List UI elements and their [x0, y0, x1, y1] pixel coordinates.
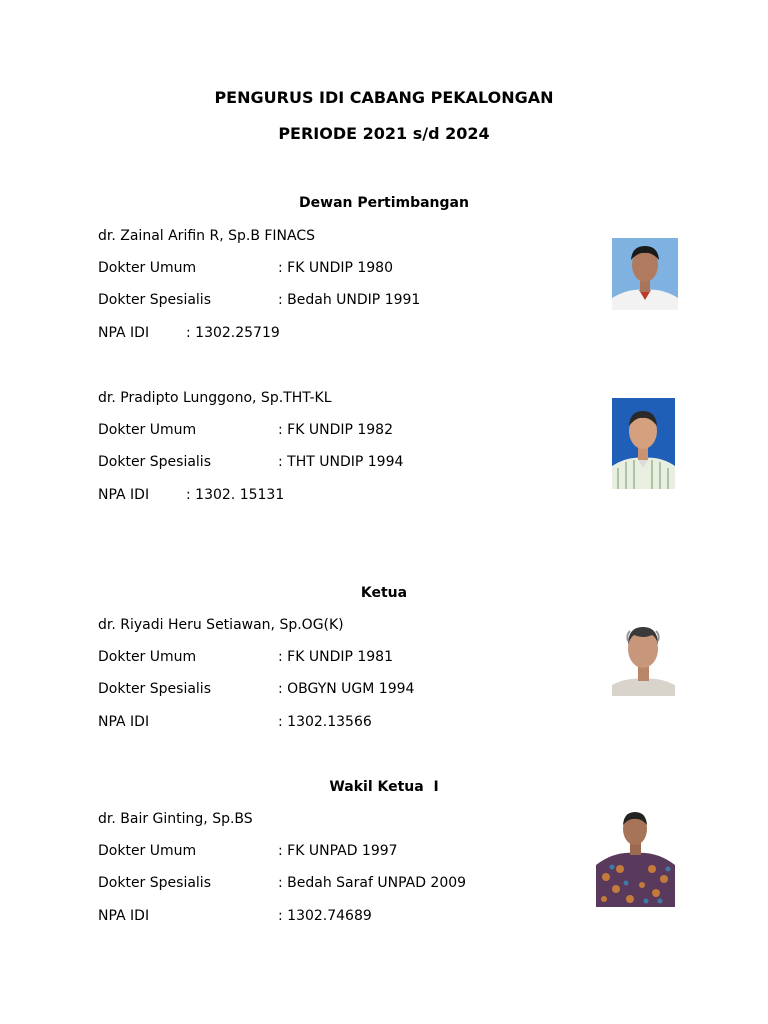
value-dokter-umum: : FK UNDIP 1980 — [278, 260, 394, 276]
member-photo — [612, 238, 678, 310]
member-photo — [612, 398, 675, 489]
value-npa-idi: : 1302.74689 — [278, 908, 372, 924]
value-dokter-umum: : FK UNDIP 1982 — [278, 422, 394, 438]
member-name: dr. Zainal Arifin R, Sp.B FINACS — [98, 228, 316, 244]
label-dokter-spesialis: Dokter Spesialis — [98, 292, 211, 308]
value-dokter-spesialis: : Bedah Saraf UNPAD 2009 — [278, 875, 467, 891]
section-heading-ketua: Ketua — [360, 585, 408, 601]
label-dokter-umum: Dokter Umum — [98, 843, 197, 859]
section-heading-wakil-ketua-i: Wakil Ketua I — [329, 779, 439, 795]
page-title: PENGURUS IDI CABANG PEKALONGAN — [214, 88, 554, 107]
value-dokter-spesialis: : OBGYN UGM 1994 — [278, 681, 415, 697]
member-photo — [612, 615, 675, 696]
page-subtitle: PERIODE 2021 s/d 2024 — [278, 124, 490, 143]
value-npa-idi: : 1302. 15131 — [186, 487, 285, 503]
label-npa-idi: NPA IDI — [98, 487, 150, 503]
label-dokter-spesialis: Dokter Spesialis — [98, 454, 211, 470]
label-dokter-umum: Dokter Umum — [98, 422, 197, 438]
value-npa-idi: : 1302.25719 — [186, 325, 280, 341]
label-npa-idi: NPA IDI — [98, 714, 150, 730]
value-dokter-umum: : FK UNDIP 1981 — [278, 649, 394, 665]
member-name: dr. Pradipto Lunggono, Sp.THT-KL — [98, 390, 332, 406]
label-npa-idi: NPA IDI — [98, 325, 150, 341]
member-name: dr. Riyadi Heru Setiawan, Sp.OG(K) — [98, 617, 344, 633]
value-dokter-umum: : FK UNPAD 1997 — [278, 843, 398, 859]
member-name: dr. Bair Ginting, Sp.BS — [98, 811, 253, 827]
section-heading-dewan-pertimbangan: Dewan Pertimbangan — [299, 195, 469, 211]
label-dokter-umum: Dokter Umum — [98, 649, 197, 665]
label-npa-idi: NPA IDI — [98, 908, 150, 924]
label-dokter-spesialis: Dokter Spesialis — [98, 875, 211, 891]
label-dokter-umum: Dokter Umum — [98, 260, 197, 276]
value-dokter-spesialis: : Bedah UNDIP 1991 — [278, 292, 421, 308]
value-npa-idi: : 1302.13566 — [278, 714, 372, 730]
value-dokter-spesialis: : THT UNDIP 1994 — [278, 454, 404, 470]
member-photo — [596, 807, 675, 907]
label-dokter-spesialis: Dokter Spesialis — [98, 681, 211, 697]
